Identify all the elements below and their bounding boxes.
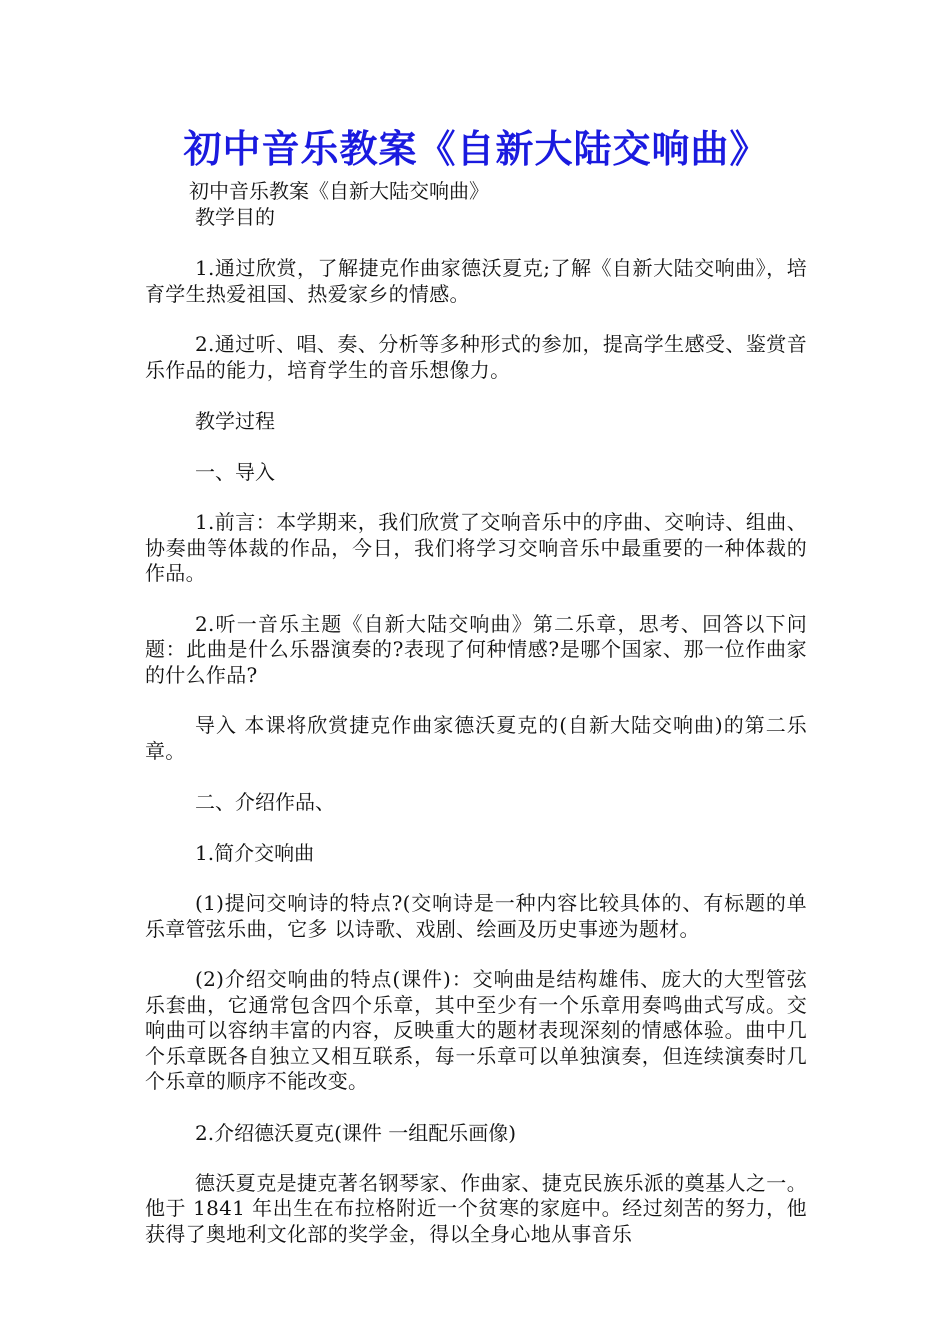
paragraph-symphony-features: (2)介绍交响曲的特点(课件)：交响曲是结构雄伟、庞大的大型管弦乐套曲，它通常包含四个乐章，其中至少有一个乐章用奏鸣曲式写成。交响曲可以容纳丰富的内容，反映重大的题材表现深刻的情感体验。曲中几个乐章既各自独立又相互联系，每一乐章可以单独演奏，但连续演奏时几个乐章的顺序不能改变。: [145, 967, 807, 1093]
paragraph-symphonic-poem: (1)提问交响诗的特点?(交响诗是一种内容比较具体的、有标题的单乐章管弦乐曲，它多 以诗歌、戏剧、绘画及历史事迹为题材。: [145, 891, 807, 941]
section-heading-introduce-work: 二、介绍作品、: [195, 790, 335, 814]
paragraph-listen-question: 2.听一音乐主题《自新大陆交响曲》第二乐章，思考、回答以下问题：此曲是什么乐器演奏的?表现了何种情感?是哪个国家、那一位作曲家的什么作品?: [145, 611, 807, 687]
section-heading-teaching-goals: 教学目的: [195, 205, 275, 229]
section-heading-teaching-process: 教学过程: [195, 409, 275, 433]
section-heading-introduction: 一、导入: [195, 460, 275, 484]
paragraph-preface: 1.前言：本学期来，我们欣赏了交响音乐中的序曲、交响诗、组曲、协奏曲等体裁的作品，今日，我们将学习交响音乐中最重要的一种体裁的作品。: [145, 510, 807, 585]
document-page: [145, 120, 807, 1272]
paragraph-goal-1: 1.通过欣赏，了解捷克作曲家德沃夏克;了解《自新大陆交响曲》，培育学生热爱祖国、热爱家乡的情感。: [145, 256, 807, 306]
document-title: 初中音乐教案《自新大陆交响曲》: [183, 127, 769, 171]
subheading-dvorak-intro: 2.介绍德沃夏克(课件 一组配乐画像): [195, 1120, 517, 1145]
paragraph-lead-in: 导入 本课将欣赏捷克作曲家德沃夏克的(自新大陆交响曲)的第二乐章。: [145, 713, 807, 763]
subheading-symphony-intro: 1.简介交响曲: [195, 841, 315, 865]
paragraph-goal-2: 2.通过听、唱、奏、分析等多种形式的参加，提高学生感受、鉴赏音乐作品的能力，培育学生的音乐想像力。: [145, 332, 807, 382]
paragraph-dvorak-bio: 德沃夏克是捷克著名钢琴家、作曲家、捷克民族乐派的奠基人之一。他于 1841 年出生在布拉格附近一个贫寒的家庭中。经过刻苦的努力，他获得了奥地利文化部的奖学金，得以全身心地从事音乐: [145, 1170, 807, 1246]
document-subtitle: 初中音乐教案《自新大陆交响曲》: [189, 179, 489, 203]
